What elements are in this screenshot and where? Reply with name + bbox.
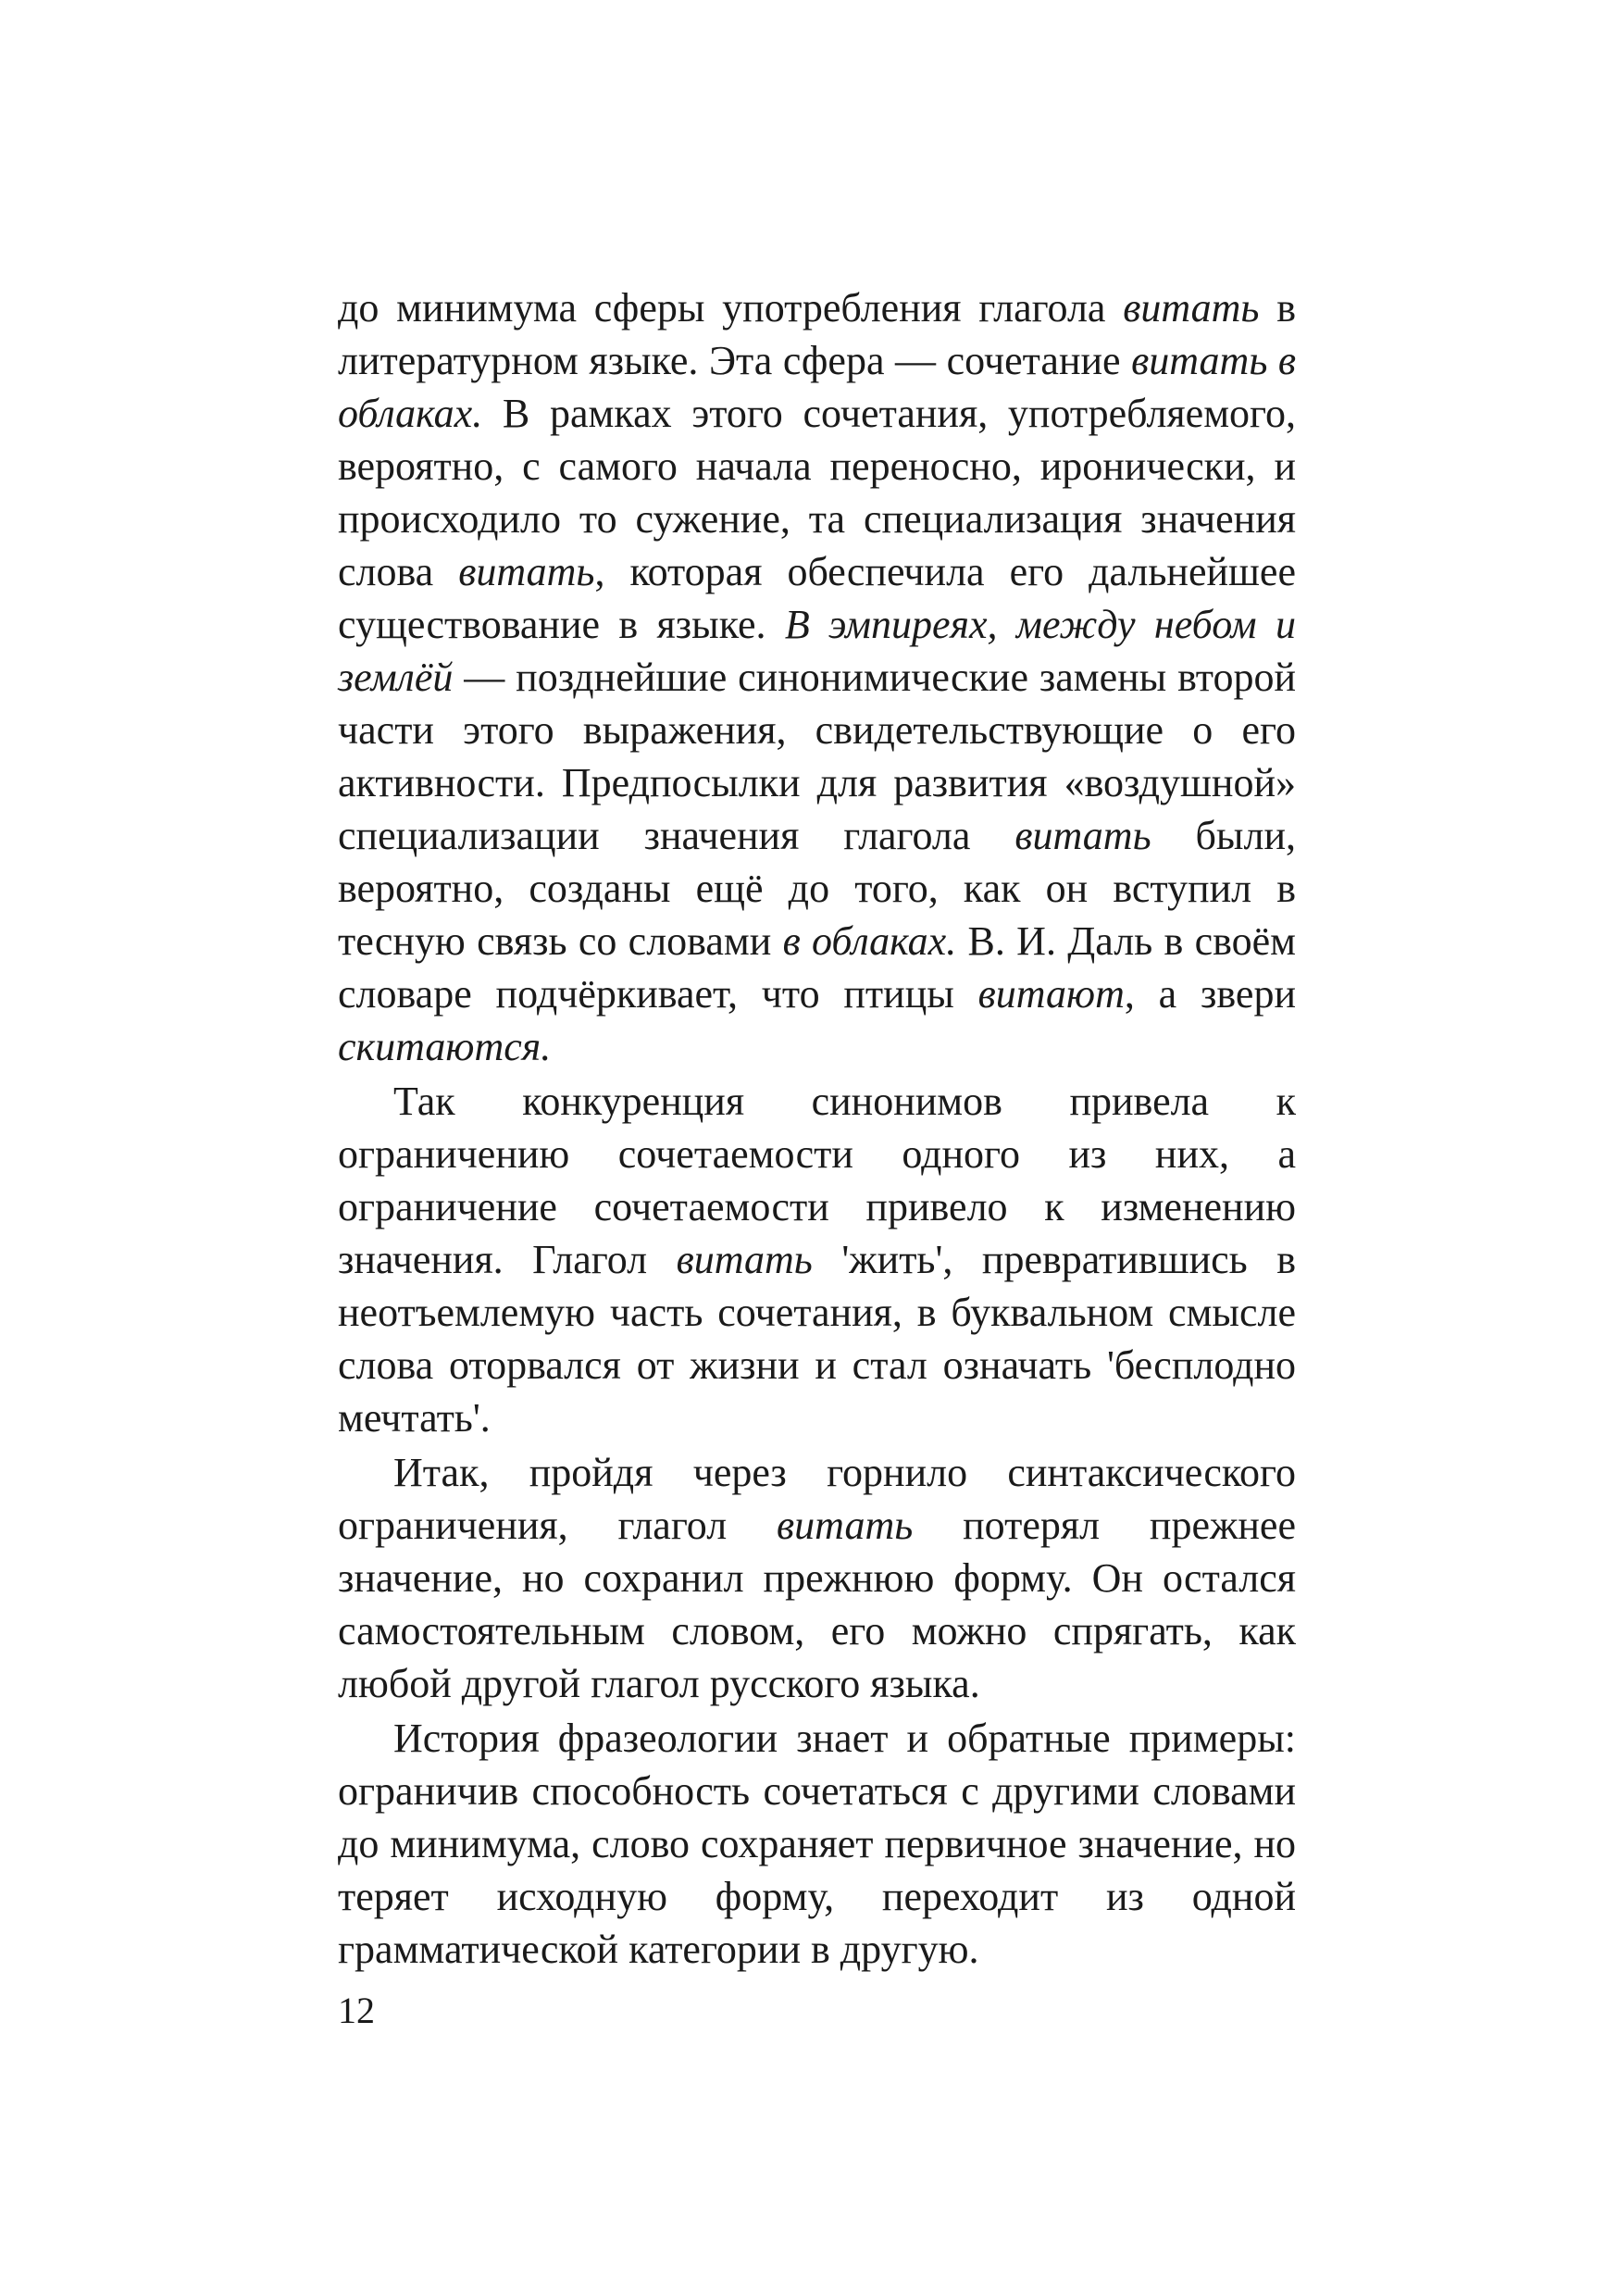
italic-term: витать в облаках.: [338, 338, 1296, 436]
text-run: Так конкуренция синонимов привела к ограничению сочетаемости одного из них, а ограничение сочетаемости привело к изменению значения. Глагол: [338, 1079, 1296, 1282]
body-text: [338, 281, 1296, 1978]
italic-term: в облаках.: [782, 918, 957, 964]
text-run: в литературном языке. Эта сфера — сочетание: [338, 285, 1296, 383]
text-run: — позднейшие синонимические замены второй части этого выражения, свидетельствующие о его активности. Предпосылки для развития «воздушной» специализации значения глагола: [338, 655, 1296, 858]
text-run: , а звери: [1124, 971, 1296, 1017]
page-number: 12: [338, 1990, 375, 2031]
italic-term: витать: [458, 549, 595, 594]
text-run: до минимума сферы употребления глагола: [338, 285, 1124, 331]
italic-term: В эмпиреях, между небом и землёй: [338, 602, 1296, 700]
italic-term: витать: [777, 1503, 914, 1548]
text-run: В. И. Даль в своём словаре подчёркивает, что птицы: [338, 918, 1296, 1017]
italic-term: витают: [977, 971, 1125, 1017]
text-run: В рамках этого сочетания, употребляемого, вероятно, с самого начала переносно, иронически, и происходило то сужение, та специализация значения слова: [338, 391, 1296, 594]
italic-term: витать: [676, 1237, 813, 1282]
text-run: , которая обеспечила его дальнейшее существование в языке.: [338, 549, 1296, 647]
text-run: История фразеологии знает и обратные примеры: ограничив способность сочетаться с другими словами до минимума, слово сохраняет первичное значение, но теряет исходную форму, переходит из одной грамматической категории в другую.: [338, 1716, 1296, 1972]
italic-term: витать: [1123, 285, 1260, 331]
text-run: потерял прежнее значение, но сохранил прежнюю форму. Он остался самостоятельным словом, его можно спрягать, как любой другой глагол русского языка.: [338, 1503, 1296, 1706]
text-run: 'жить', превратившись в неотъемлемую часть сочетания, в буквальном смысле слова оторвался от жизни и стал означать 'бесплодно мечтать'.: [338, 1237, 1296, 1441]
paragraph-2: [338, 1075, 1296, 1444]
italic-term: витать: [1014, 813, 1151, 858]
paragraph-3: [338, 1446, 1296, 1710]
text-run: Итак, пройдя через горнило синтаксического ограничения, глагол: [338, 1450, 1296, 1548]
paragraph-4: [338, 1712, 1296, 1976]
text-run: были, вероятно, созданы ещё до того, как он вступил в тесную связь со словами: [338, 813, 1296, 964]
paragraph-1: [338, 281, 1296, 1073]
italic-term: скитаются.: [338, 1024, 552, 1069]
